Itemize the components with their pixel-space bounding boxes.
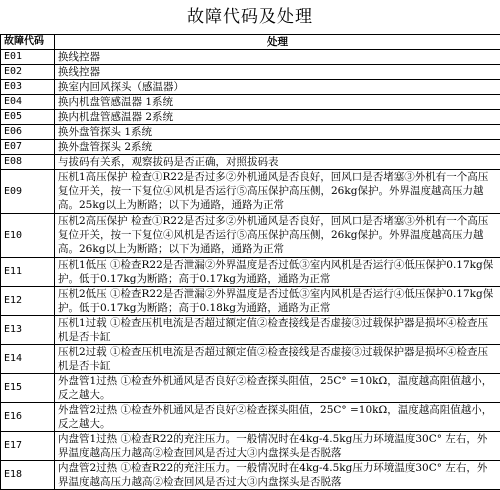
process-cell: 内盘管2过热 ①检查R22的充注压力。一般情况时在4kg-4.5kg压力环境温度30C° 左右，外界温度越高压力越高②检查回风是否过大③内盘探头是否脱落 <box>55 461 500 490</box>
table-row <box>1 316 500 345</box>
fault-code-cell: E14 <box>1 345 55 374</box>
table-row <box>1 125 500 140</box>
process-cell: 压机2低压 ①检查R22是否泄漏②外界温度是否过低③室内风机是否运行④低压保护0.17kg保护。低于0.17kg为断路；高于0.18kg为通路，通路为正常 <box>55 287 500 316</box>
process-cell: 压机2高压保护 检查①R22是否过多②外机通风是否良好，回风口是否堵塞③外机有一个高压复位开关，按一下复位④风机是否运行⑤高压保护高压侧，26kg保护。外界温度越高压力越高。26kg以上为断路；以下为通路，通路为正常 <box>55 214 500 258</box>
fault-code-cell: E11 <box>1 258 55 287</box>
fault-code-cell: E18 <box>1 461 55 490</box>
fault-code-cell: E06 <box>1 125 55 140</box>
table-row <box>1 110 500 125</box>
fault-code-cell: E07 <box>1 140 55 155</box>
table-header-row <box>1 35 500 50</box>
process-cell: 换外盘管探头 2系统 <box>55 140 500 155</box>
process-cell: 压机1低压 ①检查R22是否泄漏②外界温度是否过低③室内风机是否运行④低压保护0.17kg保护。低于0.17kg为断路；高于0.17kg为通路，通路为正常 <box>55 258 500 287</box>
table-row <box>1 461 500 490</box>
fault-code-table <box>0 34 500 490</box>
fault-code-cell: E05 <box>1 110 55 125</box>
fault-code-cell: E13 <box>1 316 55 345</box>
process-cell: 换内机盘管感温器 2系统 <box>55 110 500 125</box>
process-cell: 换室内回风探头（感温器） <box>55 80 500 95</box>
fault-code-cell: E08 <box>1 155 55 170</box>
fault-code-cell: E17 <box>1 432 55 461</box>
process-cell: 压机1过载 ①检查压机电流是否超过额定值②检查接线是否虚接③过载保护器是损坏④检查压机是否卡缸 <box>55 316 500 345</box>
fault-code-cell: E12 <box>1 287 55 316</box>
table-row <box>1 155 500 170</box>
page-title: 故障代码及处理 <box>187 7 313 27</box>
table-row <box>1 374 500 403</box>
process-cell: 外盘管2过热 ①检查外机通风是否良好②检查探头阻值，25C° =10kΩ，温度越高阻值越小，反之越大。 <box>55 403 500 432</box>
table-row <box>1 80 500 95</box>
table-row <box>1 140 500 155</box>
process-cell: 压机1高压保护 检查①R22是否过多②外机通风是否良好，回风口是否堵塞③外机有一个高压复位开关，按一下复位④风机是否运行⑤高压保护高压侧，26kg保护。外界温度越高压力越高。25kg以上为断路；以下为通路，通路为正常 <box>55 170 500 214</box>
table-row <box>1 95 500 110</box>
fault-code-cell: E09 <box>1 170 55 214</box>
process-cell: 换线控器 <box>55 50 500 65</box>
table-row <box>1 403 500 432</box>
process-cell: 换外盘管探头 1系统 <box>55 125 500 140</box>
fault-code-cell: E03 <box>1 80 55 95</box>
process-cell: 压机2过载 ①检查压机电流是否超过额定值②检查接线是否虚接③过载保护器是损坏④检查压机是否卡缸 <box>55 345 500 374</box>
process-cell: 换线控器 <box>55 65 500 80</box>
process-cell: 换内机盘管感温器 1系统 <box>55 95 500 110</box>
table-row <box>1 258 500 287</box>
table-row <box>1 65 500 80</box>
fault-code-cell: E04 <box>1 95 55 110</box>
header-process: 处理 <box>55 35 500 50</box>
fault-code-cell: E16 <box>1 403 55 432</box>
process-cell: 内盘管1过热 ①检查R22的充注压力。一般情况时在4kg-4.5kg压力环境温度30C° 左右，外界温度越高压力越高②检查回风是否过大③内盘探头是否脱落 <box>55 432 500 461</box>
process-cell: 与拔码有关系，观察拔码是否正确，对照拔码表 <box>55 155 500 170</box>
table-row <box>1 214 500 258</box>
table-row <box>1 287 500 316</box>
table-row <box>1 432 500 461</box>
process-cell: 外盘管1过热 ①检查外机通风是否良好②检查探头阻值，25C° =10kΩ，温度越高阻值越小，反之越大。 <box>55 374 500 403</box>
table-row <box>1 50 500 65</box>
table-row <box>1 345 500 374</box>
fault-code-cell: E02 <box>1 65 55 80</box>
table-row <box>1 170 500 214</box>
fault-code-cell: E10 <box>1 214 55 258</box>
header-code: 故障代码 <box>1 35 55 50</box>
fault-code-cell: E15 <box>1 374 55 403</box>
fault-code-cell: E01 <box>1 50 55 65</box>
